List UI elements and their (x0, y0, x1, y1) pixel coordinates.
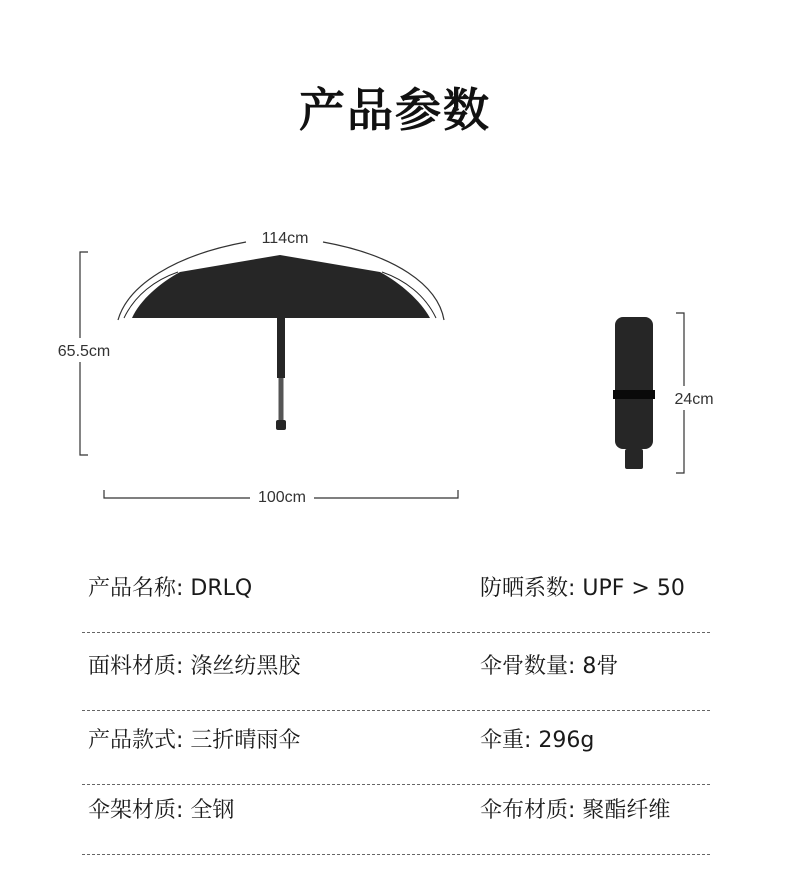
umbrella-handle (276, 420, 286, 430)
umbrella-canopy (132, 255, 430, 318)
spec-row (82, 638, 710, 711)
spec-ribs: 伞骨数量: 8骨 (480, 654, 619, 679)
spec-style: 产品款式: 三折晴雨伞 (88, 728, 301, 753)
folded-length-label: 24cm (674, 391, 714, 408)
folded-umbrella-body (615, 317, 653, 449)
spec-frame: 伞架材质: 全钢 (88, 798, 235, 823)
span-width-label: 100cm (257, 489, 307, 506)
spec-canopy-material: 伞布材质: 聚酯纤维 (480, 798, 671, 823)
spec-row (82, 782, 710, 855)
folded-umbrella-cap (625, 449, 643, 469)
umbrella-shaft-upper (277, 318, 285, 378)
spec-row (82, 560, 710, 633)
spec-upf: 防晒系数: UPF > 50 (480, 576, 685, 601)
spec-weight: 伞重: 296g (480, 728, 595, 753)
folded-umbrella-strap (613, 390, 655, 399)
spec-row (82, 712, 710, 785)
arc-width-label: 114cm (261, 230, 309, 247)
umbrella-shaft-lower (279, 378, 284, 420)
height-label: 65.5cm (57, 343, 111, 360)
spec-fabric: 面料材质: 涤丝纺黑胶 (88, 654, 301, 679)
page-title: 产品参数 (299, 83, 491, 137)
spec-product-name: 产品名称: DRLQ (88, 576, 253, 601)
